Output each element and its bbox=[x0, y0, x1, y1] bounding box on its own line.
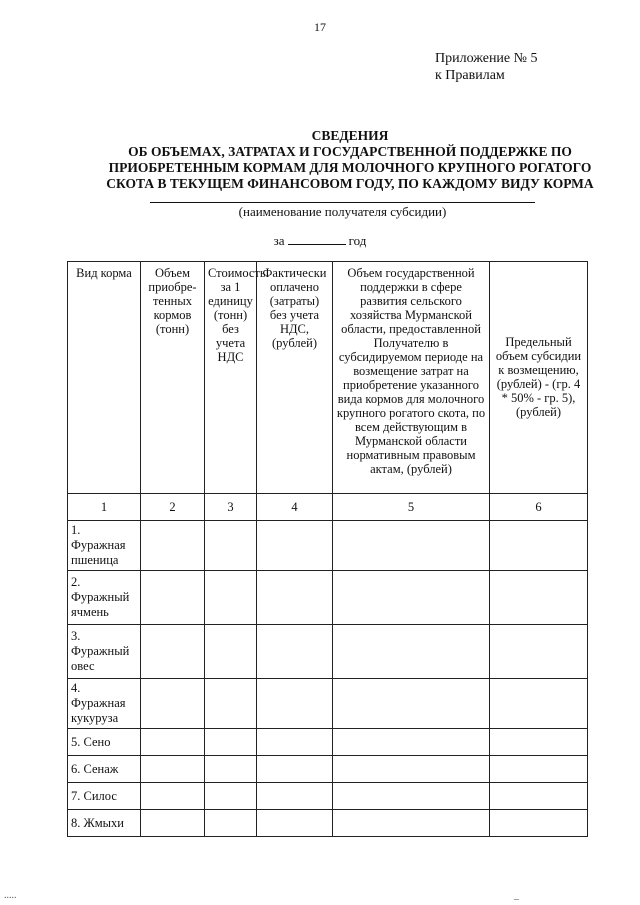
input-cell[interactable] bbox=[141, 521, 205, 571]
header-unit-cost: Стоимость за 1 единицу (тонн) без учета НДС bbox=[205, 262, 257, 494]
input-cell[interactable] bbox=[333, 679, 490, 729]
input-cell[interactable] bbox=[205, 756, 257, 783]
input-cell[interactable] bbox=[490, 783, 588, 810]
reporting-period bbox=[0, 233, 640, 249]
table-body bbox=[68, 494, 588, 837]
appendix-rules: к Правилам bbox=[435, 68, 505, 83]
column-number: 2 bbox=[141, 494, 205, 521]
column-number: 3 bbox=[205, 494, 257, 521]
appendix-number: Приложение № 5 bbox=[435, 51, 538, 66]
header-volume: Объем приобре-тенных кормов (тонн) bbox=[141, 262, 205, 494]
input-cell[interactable] bbox=[205, 625, 257, 679]
input-cell[interactable] bbox=[205, 783, 257, 810]
feed-type-cell: 7. Силос bbox=[68, 783, 141, 810]
table-row bbox=[68, 783, 588, 810]
input-cell[interactable] bbox=[333, 625, 490, 679]
column-number: 6 bbox=[490, 494, 588, 521]
year-field[interactable] bbox=[288, 233, 346, 245]
header-paid: Фактически оплачено (затраты) без учета НДС, (рублей) bbox=[257, 262, 333, 494]
input-cell[interactable] bbox=[141, 783, 205, 810]
input-cell[interactable] bbox=[205, 729, 257, 756]
input-cell[interactable] bbox=[141, 625, 205, 679]
header-feed-type: Вид корма bbox=[68, 262, 141, 494]
feed-type-cell: 8. Жмыхи bbox=[68, 810, 141, 837]
period-suffix: год bbox=[348, 233, 367, 248]
input-cell[interactable] bbox=[333, 783, 490, 810]
recipient-name-caption: (наименование получателя субсидии) bbox=[238, 204, 447, 219]
input-cell[interactable] bbox=[257, 756, 333, 783]
input-cell[interactable] bbox=[490, 679, 588, 729]
input-cell[interactable] bbox=[333, 810, 490, 837]
table-row bbox=[68, 679, 588, 729]
column-number: 4 bbox=[257, 494, 333, 521]
title-line-2: ОБ ОБЪЕМАХ, ЗАТРАТАХ И ГОСУДАРСТВЕННОЙ ПОДДЕРЖКЕ ПО bbox=[128, 144, 572, 159]
recipient-name-field[interactable] bbox=[150, 202, 535, 203]
input-cell[interactable] bbox=[257, 679, 333, 729]
title-line-1: СВЕДЕНИЯ bbox=[311, 128, 389, 143]
input-cell[interactable] bbox=[205, 571, 257, 625]
column-number: 1 bbox=[68, 494, 141, 521]
feed-type-cell: 6. Сенаж bbox=[68, 756, 141, 783]
table-row bbox=[68, 810, 588, 837]
input-cell[interactable] bbox=[141, 756, 205, 783]
input-cell[interactable] bbox=[333, 571, 490, 625]
input-cell[interactable] bbox=[257, 810, 333, 837]
page-number: 17 bbox=[314, 20, 326, 34]
input-cell[interactable] bbox=[205, 521, 257, 571]
feed-table bbox=[67, 261, 588, 837]
input-cell[interactable] bbox=[141, 679, 205, 729]
period-prefix: за bbox=[273, 233, 285, 248]
feed-type-cell: 5. Сено bbox=[68, 729, 141, 756]
header-state-support: Объем государственной поддержки в сфере развития сельского хозяйства Мурманской области, предоставленной Получателю в субсидируемом периоде на возмещение затрат на приобретение указанного вида кормов для молочного крупного рогатого скота, по всем действующим в Мурманской области нормативным правовым актам, (рублей) bbox=[333, 262, 490, 494]
scan-mark: ..... bbox=[4, 890, 17, 901]
input-cell[interactable] bbox=[205, 679, 257, 729]
input-cell[interactable] bbox=[333, 521, 490, 571]
table-row bbox=[68, 521, 588, 571]
table-row bbox=[68, 625, 588, 679]
input-cell[interactable] bbox=[333, 756, 490, 783]
input-cell[interactable] bbox=[141, 729, 205, 756]
document-title bbox=[70, 128, 630, 192]
input-cell[interactable] bbox=[257, 729, 333, 756]
header-subsidy-limit: Предельный объем субсидии к возмещению, (рублей) - (гр. 4 * 50% - гр. 5), (рублей) bbox=[490, 262, 588, 494]
table-row bbox=[68, 571, 588, 625]
input-cell[interactable] bbox=[141, 571, 205, 625]
title-line-3: ПРИОБРЕТЕННЫМ КОРМАМ ДЛЯ МОЛОЧНОГО КРУПНОГО РОГАТОГО bbox=[108, 160, 592, 175]
title-line-4: СКОТА В ТЕКУЩЕМ ФИНАНСОВОМ ГОДУ, ПО КАЖДОМУ ВИДУ КОРМА bbox=[106, 176, 594, 191]
feed-type-cell: 1. Фуражная пшеница bbox=[68, 521, 141, 571]
feed-type-cell: 3. Фуражный овес bbox=[68, 625, 141, 679]
input-cell[interactable] bbox=[490, 810, 588, 837]
table-row bbox=[68, 756, 588, 783]
input-cell[interactable] bbox=[490, 521, 588, 571]
input-cell[interactable] bbox=[490, 756, 588, 783]
input-cell[interactable] bbox=[257, 625, 333, 679]
input-cell[interactable] bbox=[257, 521, 333, 571]
column-number-row bbox=[68, 494, 588, 521]
table-row bbox=[68, 729, 588, 756]
column-number: 5 bbox=[333, 494, 490, 521]
input-cell[interactable] bbox=[141, 810, 205, 837]
input-cell[interactable] bbox=[490, 571, 588, 625]
scan-mark: _ bbox=[514, 890, 519, 901]
input-cell[interactable] bbox=[205, 810, 257, 837]
feed-type-cell: 2. Фуражный ячмень bbox=[68, 571, 141, 625]
input-cell[interactable] bbox=[333, 729, 490, 756]
input-cell[interactable] bbox=[257, 783, 333, 810]
feed-type-cell: 4. Фуражная кукуруза bbox=[68, 679, 141, 729]
input-cell[interactable] bbox=[490, 729, 588, 756]
appendix-reference bbox=[435, 50, 538, 84]
input-cell[interactable] bbox=[257, 571, 333, 625]
input-cell[interactable] bbox=[490, 625, 588, 679]
